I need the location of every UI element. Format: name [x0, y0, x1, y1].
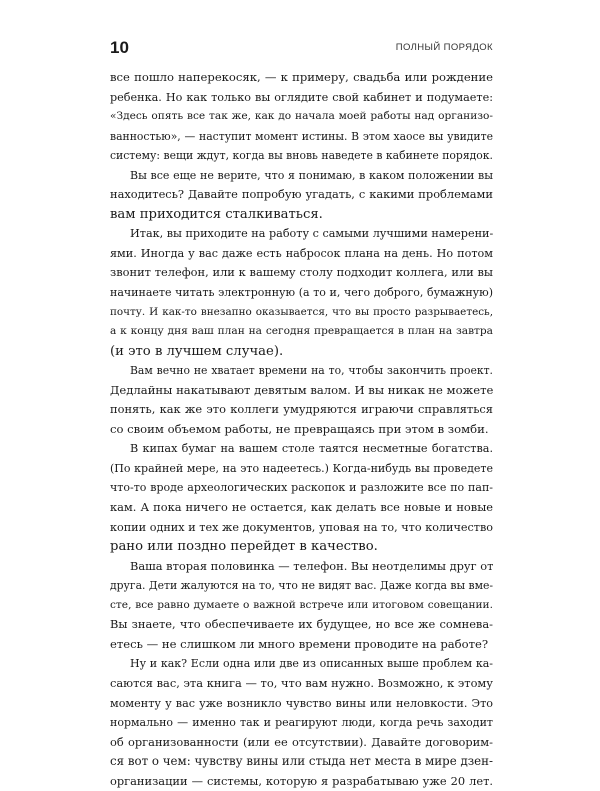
running-title: ПОЛНЫЙ ПОРЯДОК [395, 42, 493, 53]
text-line: понять, как же это коллеги умудряются играючи справляться [110, 402, 493, 417]
page-number: 10 [110, 38, 129, 57]
text-line: Вы все еще не верите, что я понимаю, в каком положении вы [130, 168, 493, 182]
text-line: Дедлайны накатывают девятым валом. И вы никак не можете [110, 382, 494, 397]
text-line: «Здесь опять все так же, как до начала моей работы над организо- [110, 110, 493, 123]
text-line: копии одних и тех же документов, уповая на то, что количество [110, 520, 493, 534]
text-line: Вам вечно не хватает времени на то, чтобы закончить проект. [130, 364, 493, 378]
text-line: саются вас, эта книга — то, что вам нужно. Возможно, к этому [110, 675, 493, 690]
text-line: а к концу дня ваш план на сегодня превращается в план на завтра [110, 325, 493, 338]
text-line: В кипах бумаг на вашем столе таятся несметные богатства. [130, 442, 493, 456]
text-line: ями. Иногда у вас даже есть набросок плана на день. Но потом [110, 246, 493, 260]
running-head [110, 38, 493, 62]
text-line: звонит телефон, или к вашему столу подходит коллега, или вы [110, 265, 493, 280]
body-text [110, 68, 493, 791]
text-line: все пошло наперекосяк, — к примеру, свадьба или рождение [110, 70, 493, 84]
text-line: кам. А пока ничего не остается, как делать все новые и новые [110, 500, 493, 515]
text-line: моменту у вас уже возникло чувство вины или неловкости. Это [110, 696, 493, 710]
text-line: рано или поздно перейдет в качество. [110, 539, 378, 555]
text-line: (и это в лучшем случае). [110, 343, 284, 359]
text-line: етесь — не слишком ли много времени проводите на работе? [110, 636, 489, 651]
text-line: Ваша вторая половинка — телефон. Вы неотделимы друг от [130, 558, 494, 573]
text-line: ребенка. Но как только вы оглядите свой кабинет и подумаете: [110, 90, 493, 104]
text-line: сте, все равно думаете о важной встрече или итоговом совещании. [110, 598, 493, 611]
text-line: ванностью», — наступит момент истины. В этом хаосе вы увидите [110, 129, 493, 143]
text-line: друга. Дети жалуются на то, что не видят вас. Даже когда вы вме- [110, 579, 493, 593]
text-line: организации — системы, которую я разрабатываю уже 20 лет. [110, 773, 493, 788]
text-line: (По крайней мере, на это надеетесь.) Когда-нибудь вы проведете [110, 461, 493, 475]
text-line: Итак, вы приходите на работу с самыми лучшими намерени- [130, 227, 494, 241]
text-line: вам приходится сталкиваться. [110, 206, 323, 222]
text-line: почту. И как-то внезапно оказывается, что вы просто разрываетесь, [110, 305, 493, 318]
text-line: систему: вещи ждут, когда вы вновь наведете в кабинете порядок. [110, 149, 493, 163]
text-line: со своим объемом работы, не превращаясь при этом в зомби. [110, 421, 489, 436]
text-line: Ну и как? Если одна или две из описанных выше проблем ка- [130, 657, 493, 671]
text-line: начинаете читать электронную (а то и, чего доброго, бумажную) [110, 286, 493, 300]
text-line: находитесь? Давайте попробую угадать, с какими проблемами [110, 187, 493, 202]
text-line: об организованности (или ее отсутствии). Давайте договорим- [110, 734, 493, 749]
text-line: нормально — именно так и реагируют люди, когда речь заходит [110, 716, 493, 730]
text-line: что-то вроде археологических раскопок и разложите все по пап- [110, 481, 493, 495]
text-line: ся вот о чем: чувству вины или стыда нет места в мире дзен- [110, 754, 493, 769]
text-line: Вы знаете, что обеспечиваете их будущее, но все же сомнева- [110, 617, 493, 632]
